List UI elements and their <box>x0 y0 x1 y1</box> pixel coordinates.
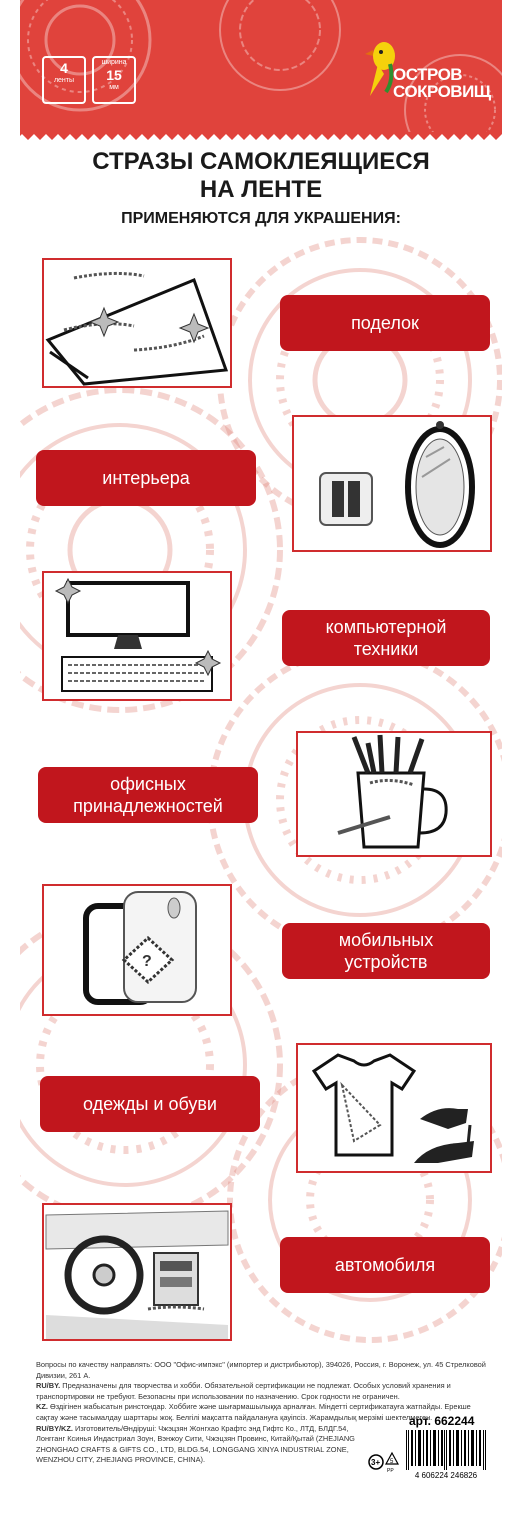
pencil-cup-icon <box>298 733 490 855</box>
header-band <box>20 0 502 132</box>
usage-pill-mobile <box>282 923 490 979</box>
tape-count-label: ленты <box>53 77 75 84</box>
car-illustration <box>42 1203 232 1341</box>
usage-pill-car <box>280 1237 490 1293</box>
car-dashboard-icon <box>44 1205 230 1339</box>
usage-label-line2: принадлежностей <box>73 796 223 816</box>
recycle-label: PP <box>387 1468 394 1474</box>
tape-width-unit: мм <box>109 84 119 91</box>
usage-label-line2: техники <box>353 639 419 659</box>
barcode-number: 4 606224 246826 <box>414 1471 478 1480</box>
kz-text: Өздігінен жабысатын ринстондар. Хоббиге және шығармашылыққа арналған. Міндетті сертификатауға жатпайды. Ерекше сақтау және тасымалдау шарттары жоқ. Белгілі мақсатта пайдалануға қауіпсіз. Жарамдылық мерзімі шектелмеген. <box>36 1402 471 1422</box>
kz-tag: KZ. <box>36 1402 48 1412</box>
usage-label-line2: устройств <box>344 952 428 972</box>
tape-count-value: 4 <box>60 60 68 76</box>
maker-tag: RU/BY/KZ. <box>36 1423 73 1433</box>
usage-label-line1: поделок <box>351 313 419 333</box>
brand-line1: ОСТРОВ <box>393 65 463 84</box>
usage-pill-office <box>38 767 258 823</box>
usage-pill-computer <box>282 610 490 666</box>
maker-text: Изготовитель/Өндіруші: Чжэцзян Жонгхао Крафтс энд Гифтс Ко., ЛТД, БЛДГ.54, Лонгганг Ксинья Индастриал Зоун, Вэнжоу Сити, Чжэцзян Провинс, Китай/Қытай (ZHEJIANG ZHONGHAO CRAFTS & GIFTS CO., LTD, BLDG.54, LONGGANG XINYA INDUSTRIAL ZONE, WENZHOU CITY, ZHEJIANG PROVINCE, CHINA). <box>36 1423 355 1465</box>
tshirt-shoe-icon <box>298 1045 490 1171</box>
crafts-illustration <box>42 258 232 388</box>
header-zigzag-edge <box>20 132 502 140</box>
brand-line2: СОКРОВИЩ <box>393 82 491 101</box>
usage-pill-crafts <box>280 295 490 351</box>
manufacturer-notice <box>36 1424 366 1466</box>
tape-width-value: 15 <box>106 67 122 83</box>
brand-name <box>393 66 491 100</box>
usage-label-line1: автомобиля <box>334 1255 436 1275</box>
ruby-tag: RU/BY. <box>36 1381 61 1391</box>
computer-icon <box>44 573 230 699</box>
usage-pill-interior <box>36 450 256 506</box>
svg-text:?: ? <box>142 953 152 970</box>
tape-width-label: ширина <box>101 59 127 66</box>
usage-pill-clothes <box>40 1076 260 1132</box>
notebook-icon <box>44 260 230 386</box>
tape-count-badge <box>42 56 86 104</box>
mobile-illustration <box>42 884 232 1016</box>
interior-illustration <box>292 415 492 552</box>
usage-label-line1: интерьера <box>102 468 190 488</box>
age-recycle-icons <box>368 1450 400 1474</box>
product-title-line2: НА ЛЕНТЕ <box>199 176 323 203</box>
age-mark: 3+ <box>371 1458 381 1467</box>
usage-label-line1: одежды и обуви <box>82 1094 217 1114</box>
product-title-line1: СТРАЗЫ САМОКЛЕЯЩИЕСЯ <box>92 148 430 175</box>
mirror-icon <box>294 417 490 550</box>
usage-label-line1: компьютерной <box>325 617 447 637</box>
usage-label-line1: мобильных <box>338 930 434 950</box>
package-card <box>20 0 502 1520</box>
phone-case-icon <box>44 886 230 1014</box>
recycle-mark: 5 <box>390 1459 394 1465</box>
barcode <box>402 1428 490 1480</box>
usage-label-line1: офисных <box>110 774 186 794</box>
ruby-notice <box>36 1381 491 1402</box>
quality-contact-text: Вопросы по качеству направлять: ООО "Офис-импэкс" (импортер и дистрибьютор), 394026, Россия, г. Воронеж, ул. 45 Стрелковой Дивизии, 261 А. <box>36 1360 486 1380</box>
ruby-text: Предназначены для творчества и хобби. Обязательной сертификации не подлежат. Особых условий хранения и транспортировки не требуют. Безопасны при использовании по назначению. Срок годности не ограничен. <box>36 1381 451 1401</box>
tape-width-badge <box>92 56 136 104</box>
office-illustration <box>296 731 492 857</box>
article-number: арт. 662244 <box>409 1414 475 1428</box>
usage-subtitle: ПРИМЕНЯЮТСЯ ДЛЯ УКРАШЕНИЯ: <box>121 210 401 227</box>
product-title <box>20 148 502 204</box>
clothes-illustration <box>296 1043 492 1173</box>
computer-illustration <box>42 571 232 701</box>
